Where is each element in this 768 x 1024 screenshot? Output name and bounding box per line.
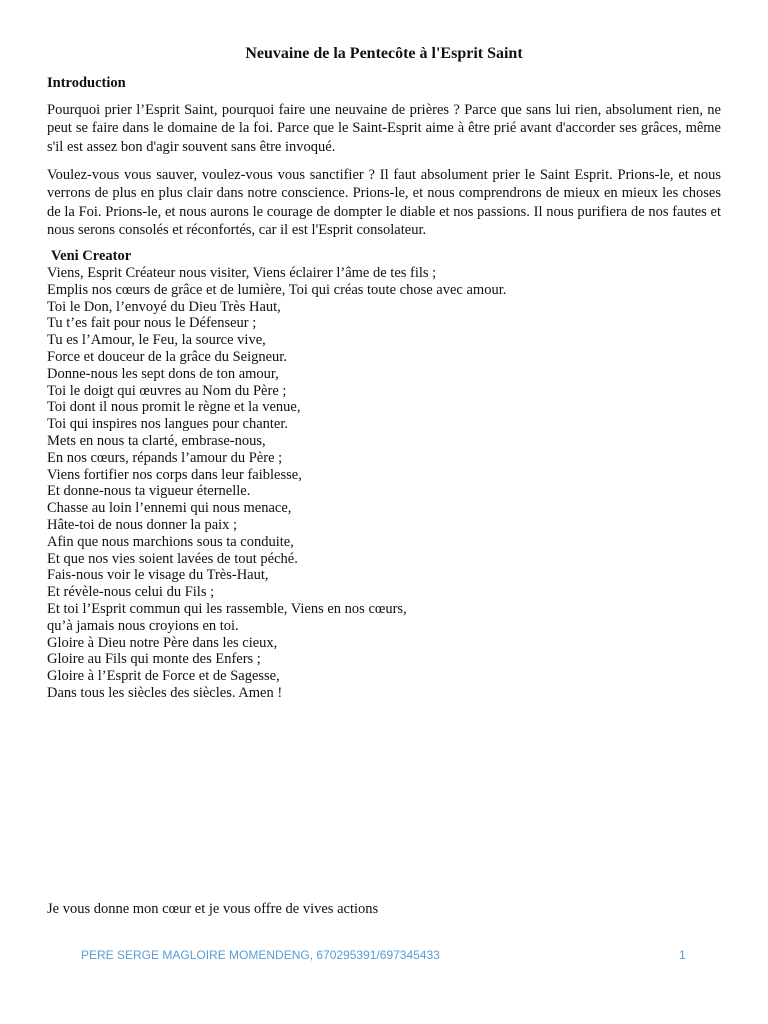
introduction-heading: Introduction xyxy=(47,75,126,91)
hymn-line: qu’à jamais nous croyions en toi. xyxy=(47,617,239,634)
hymn-line: Hâte-toi de nous donner la paix ; xyxy=(47,516,238,533)
hymn-line: Toi qui inspires nos langues pour chanter. xyxy=(47,416,289,433)
hymn-line: Fais-nous voir le visage du Très-Haut, xyxy=(47,567,269,584)
introduction-paragraph: Pourquoi prier l’Esprit Saint, pourquoi faire une neuvaine de prières ? Parce que sans lui rien, absolument rien, ne peut se faire dans le domaine de la foi. Parce que le Saint-Esprit aime à être prié avant d'accorder ses grâces, même s'il est assez bon d'agir souvent sans être invoqué. xyxy=(47,102,721,155)
closing-line: Je vous donne mon cœur et je vous offre de vives actions xyxy=(47,901,379,917)
hymn-line: Viens, Esprit Créateur nous visiter, Viens éclairer l’âme de tes fils ; xyxy=(47,265,437,281)
hymn-line: Et donne-nous ta vigueur éternelle. xyxy=(47,483,251,500)
hymn-line: Mets en nous ta clarté, embrase-nous, xyxy=(47,432,266,449)
introduction-paragraph: Voulez-vous vous sauver, voulez-vous vous sanctifier ? Il faut absolument prier le Saint Esprit. Prions-le, et nous verrons de plus en plus clair dans notre conscience. Prions-le, et nous comprendrons de mieux en mieux les choses de la Foi. Prions-le, et nous aurons le courage de dompter le diable et nos passions. Il nous purifiera de nos fautes et nous serons consolés et réconfortés, car il est l'Esprit consolateur. xyxy=(47,167,721,238)
hymn-line: En nos cœurs, répands l’amour du Père ; xyxy=(47,449,283,466)
hymn-line: Tu es l’Amour, le Feu, la source vive, xyxy=(47,332,266,349)
footer-author: PERE SERGE MAGLOIRE MOMENDENG, 670295391/697345433 xyxy=(81,948,440,962)
page-number: 1 xyxy=(679,948,686,962)
hymn-line: Gloire à l’Esprit de Force et de Sagesse, xyxy=(47,668,280,685)
hymn-line: Force et douceur de la grâce du Seigneur. xyxy=(47,348,287,365)
hymn-lines xyxy=(47,265,506,702)
hymn-line: Et que nos vies soient lavées de tout péché. xyxy=(47,550,298,567)
hymn-line: Gloire à Dieu notre Père dans les cieux, xyxy=(47,634,278,651)
hymn-line: Viens fortifier nos corps dans leur faiblesse, xyxy=(47,466,302,483)
hymn-heading: Veni Creator xyxy=(51,248,132,264)
hymn-line: Et révèle-nous celui du Fils ; xyxy=(47,584,215,601)
hymn-line: Toi le doigt qui œuvres au Nom du Père ; xyxy=(47,382,287,399)
hymn-line: Gloire au Fils qui monte des Enfers ; xyxy=(47,651,261,668)
hymn-line: Donne-nous les sept dons de ton amour, xyxy=(47,365,279,382)
hymn-line: Toi le Don, l’envoyé du Dieu Très Haut, xyxy=(47,298,281,315)
hymn-line: Emplis nos cœurs de grâce et de lumière, Toi qui créas toute chose avec amour. xyxy=(47,281,507,298)
hymn-line: Dans tous les siècles des siècles. Amen ! xyxy=(47,684,283,701)
hymn-line: Afin que nous marchions sous ta conduite, xyxy=(47,533,294,550)
hymn-line: Tu t’es fait pour nous le Défenseur ; xyxy=(47,315,257,332)
hymn-line: Toi dont il nous promit le règne et la venue, xyxy=(47,399,301,416)
hymn-line: Chasse au loin l’ennemi qui nous menace, xyxy=(47,500,292,517)
hymn-line: Et toi l’Esprit commun qui les rassemble, Viens en nos cœurs, xyxy=(47,600,407,617)
document-title: Neuvaine de la Pentecôte à l'Esprit Saint xyxy=(245,45,523,62)
